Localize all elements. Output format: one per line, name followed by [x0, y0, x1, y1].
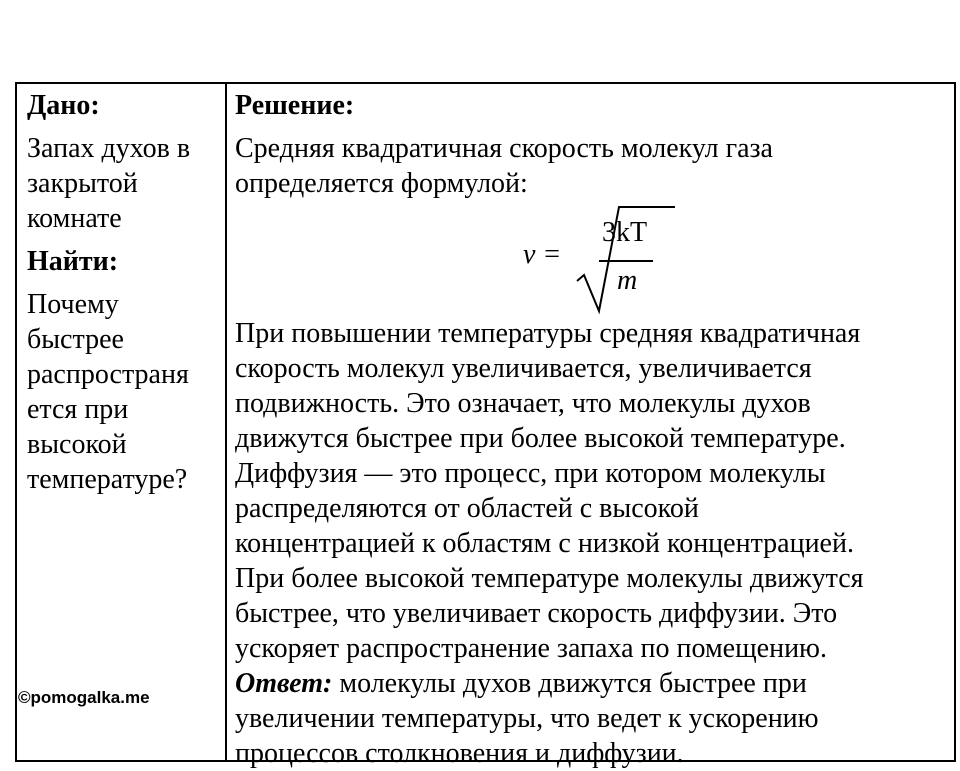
given-line: Запах духов в [27, 133, 191, 164]
solution-column [235, 88, 951, 771]
body-line: При повышении температуры средняя квадратичная [235, 318, 861, 349]
solution-body [235, 316, 951, 771]
solution-table [15, 82, 956, 769]
find-text [27, 287, 219, 497]
answer-line: процессов столкновения и диффузии. [235, 738, 684, 769]
given-text [27, 131, 219, 236]
given-heading: Дано: [27, 90, 100, 121]
answer-text: молекулы духов движутся быстрее при [332, 668, 807, 699]
body-line: движутся быстрее при более высокой температуре. [235, 423, 846, 454]
find-line: ется при [27, 394, 129, 425]
body-line: быстрее, что увеличивает скорость диффузии. Это [235, 598, 838, 629]
find-heading: Найти: [27, 246, 119, 277]
find-line: высокой [27, 429, 127, 460]
body-line: распределяются от областей с высокой [235, 493, 699, 524]
given-line: закрытой [27, 168, 138, 199]
answer-line [235, 666, 951, 701]
formula-lhs: v = [523, 239, 562, 270]
answer-line: увеличении температуры, что ведет к ускорению [235, 703, 819, 734]
find-line: Почему [27, 289, 119, 320]
solution-heading: Решение: [235, 90, 355, 121]
solution-intro [235, 131, 951, 201]
given-column [27, 88, 219, 497]
body-line: При более высокой температуре молекулы движутся [235, 563, 864, 594]
speed-formula [235, 201, 951, 316]
body-line: концентрацией к областям с низкой концентрацией. [235, 528, 854, 559]
column-divider [225, 84, 227, 760]
find-line: распространя [27, 359, 189, 390]
intro-line: Средняя квадратичная скорость молекул газа [235, 133, 773, 164]
body-line: Диффузия — это процесс, при котором молекулы [235, 458, 826, 489]
find-line: температуре? [27, 464, 188, 495]
body-line: подвижность. Это означает, что молекулы духов [235, 388, 811, 419]
intro-line: определяется формулой: [235, 168, 528, 199]
formula-numerator: 3kT [602, 217, 648, 248]
body-line: скорость молекул увеличивается, увеличивается [235, 353, 812, 384]
body-line: ускоряет распространение запаха по помещению. [235, 633, 827, 664]
find-line: быстрее [27, 324, 124, 355]
watermark: ©pomogalka.me [18, 688, 150, 707]
answer-label: Ответ: [235, 668, 333, 699]
given-line: комнате [27, 203, 122, 234]
formula-denominator: m [617, 265, 638, 296]
